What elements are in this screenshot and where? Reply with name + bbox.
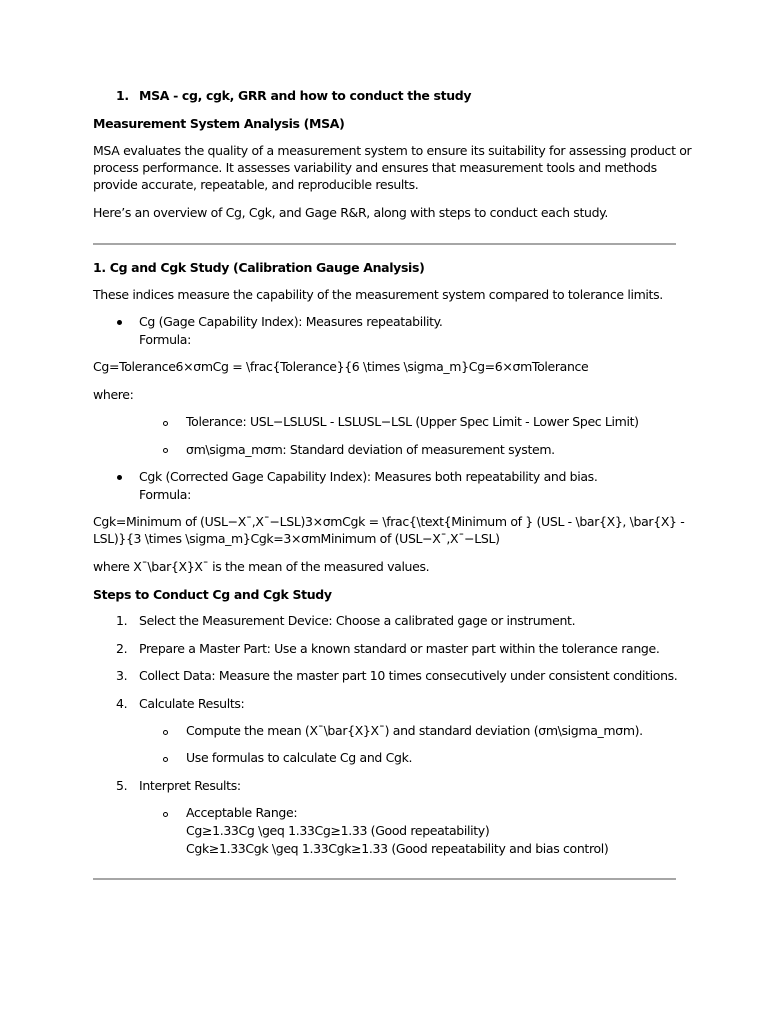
step-text: Collect Data: Measure the master part 10 times consecutively under consistent conditions. [139,668,678,683]
step-text: Calculate Results: [139,696,245,711]
cgk-range: Cgk≥1.33Cgk \geq 1.33Cgk≥1.33 (Good repeatability and bias control) [186,841,609,856]
msa-paragraph-line-2: process performance. It assesses variability and ensures that measurement tools and methods [93,160,657,175]
bullet-icon [117,320,122,325]
circle-bullet-icon [163,812,168,817]
circle-bullet-icon [163,757,168,762]
section-heading-cg-cgk: 1. Cg and Cgk Study (Calibration Gauge Analysis) [93,260,425,275]
overview-paragraph: Here’s an overview of Cg, Cgk, and Gage R&R, along with steps to conduct each study. [93,205,609,220]
step-number: 2. [116,641,128,656]
circle-bullet-icon [163,448,168,453]
steps-heading: Steps to Conduct Cg and Cgk Study [93,587,332,602]
title-number: 1. [116,88,129,103]
step-text: Select the Measurement Device: Choose a calibrated gage or instrument. [139,613,576,628]
page-title: MSA - cg, cgk, GRR and how to conduct the study [139,88,472,103]
tolerance-definition: Tolerance: USL−LSLUSL - LSLUSL−LSL (Upper Spec Limit - Lower Spec Limit) [186,414,639,429]
msa-heading: Measurement System Analysis (MSA) [93,116,345,131]
circle-bullet-icon [163,730,168,735]
bullet-icon [117,475,122,480]
section-intro: These indices measure the capability of the measurement system compared to tolerance limits. [93,287,663,302]
cgk-formula-line-2: LSL)}{3 \times \sigma_m}Cgk=3×σmMinimum of (USL−X¯,X¯−LSL) [93,531,500,546]
sigma-definition: σm\sigma_mσm: Standard deviation of measurement system. [186,442,555,457]
step-text: Prepare a Master Part: Use a known standard or master part within the tolerance range. [139,641,660,656]
step-number: 3. [116,668,128,683]
cgk-bullet-text: Cgk (Corrected Gage Capability Index): Measures both repeatability and bias. [139,469,598,484]
step-text: Interpret Results: [139,778,241,793]
formula-label: Formula: [139,487,191,502]
horizontal-rule-1 [93,243,676,245]
calc-substep: Use formulas to calculate Cg and Cgk. [186,750,413,765]
calc-substep: Compute the mean (X¯\bar{X}X¯) and standard deviation (σm\sigma_mσm). [186,723,643,738]
xbar-definition: where X¯\bar{X}X¯ is the mean of the measured values. [93,559,430,574]
where-label: where: [93,387,134,402]
cg-bullet-text: Cg (Gage Capability Index): Measures repeatability. [139,314,443,329]
acceptable-range-label: Acceptable Range: [186,805,298,820]
msa-paragraph-line-3: provide accurate, repeatable, and reproducible results. [93,177,419,192]
cg-range: Cg≥1.33Cg \geq 1.33Cg≥1.33 (Good repeatability) [186,823,490,838]
step-number: 5. [116,778,128,793]
msa-paragraph-line-1: MSA evaluates the quality of a measurement system to ensure its suitability for assessing product or [93,143,692,158]
formula-label: Formula: [139,332,191,347]
cg-formula: Cg=Tolerance6×σmCg = \frac{Tolerance}{6 \times \sigma_m}Cg=6×σmTolerance [93,359,589,374]
step-number: 4. [116,696,128,711]
cgk-formula-line-1: Cgk=Minimum of (USL−X¯,X¯−LSL)3×σmCgk = \frac{\text{Minimum of } (USL - \bar{X}, \bar{X} - [93,514,685,529]
horizontal-rule-2 [93,878,676,880]
circle-bullet-icon [163,421,168,426]
step-number: 1. [116,613,128,628]
